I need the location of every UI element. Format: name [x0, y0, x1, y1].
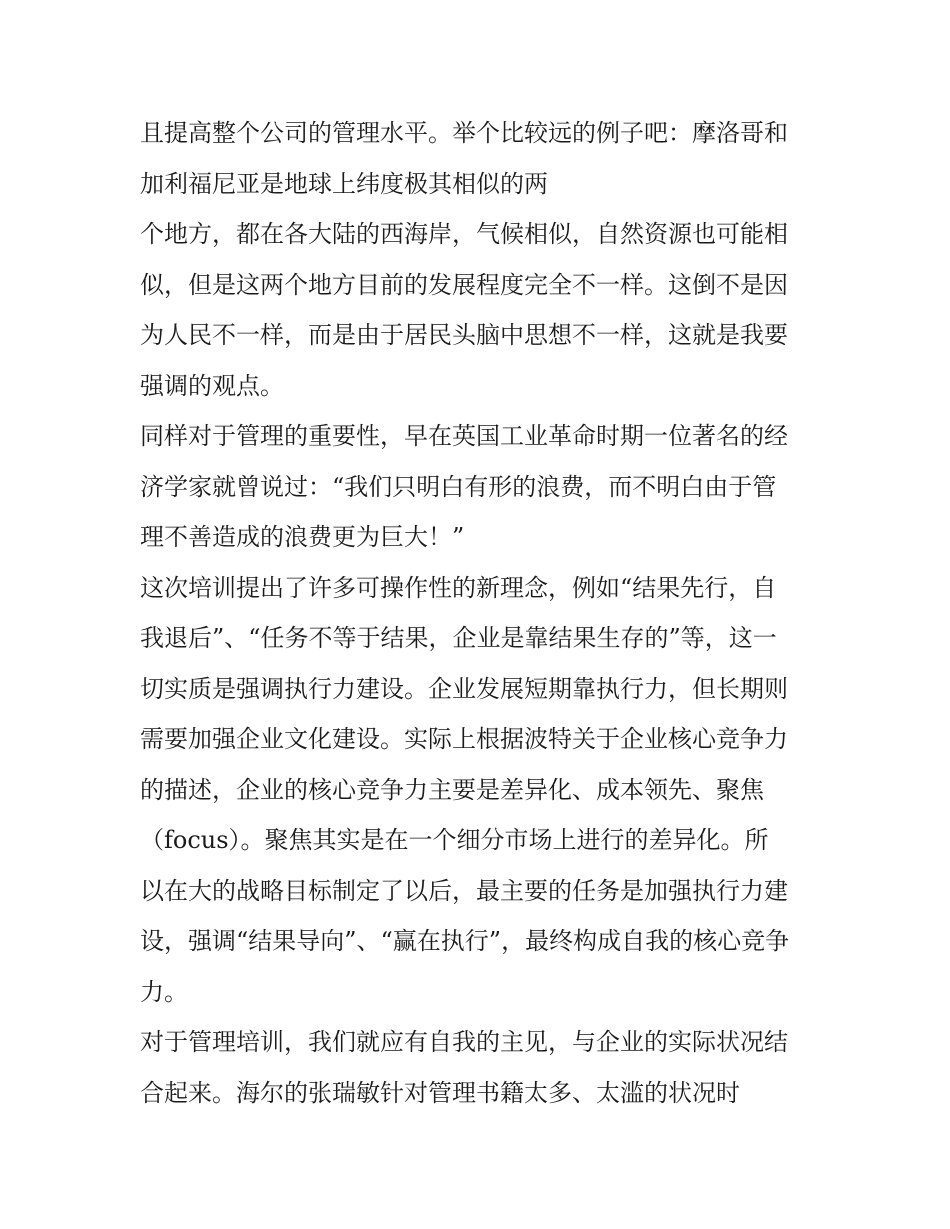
- text-line: 为人民不一样，而是由于居民头脑中思想不一样，这就是我要: [140, 321, 788, 349]
- text-line: 力。: [140, 977, 188, 1006]
- text-line: 且提高整个公司的管理水平。举个比较远的例子吧：摩洛哥和: [140, 119, 788, 147]
- text-line: 需要加强企业文化建设。实际上根据波特关于企业核心竞争力: [140, 725, 788, 753]
- text-line: 济学家就曾说过：“我们只明白有形的浪费，而不明白由于管: [140, 472, 777, 501]
- text-line: 同样对于管理的重要性，早在英国工业革命时期一位著名的经: [140, 422, 788, 450]
- text-line: 以在大的战略目标制定了以后，最主要的任务是加强执行力建: [140, 876, 788, 905]
- text-line: 加利福尼亚是地球上纬度极其相似的两: [140, 169, 548, 198]
- text-line: 似，但是这两个地方目前的发展程度完全不一样。这倒不是因: [140, 270, 788, 299]
- document-body: [140, 108, 820, 1118]
- text-line: 设，强调“结果导向”、“赢在执行”，最终构成自我的核心竞争: [140, 927, 790, 955]
- text-line: 的描述，企业的核心竞争力主要是差异化、成本领先、聚焦: [140, 775, 764, 804]
- text-line: 我退后”、“任务不等于结果，企业是靠结果生存的”等，这一: [140, 624, 777, 652]
- text-line: （focus）。聚焦其实是在一个细分市场上进行的差异化。所: [140, 826, 769, 854]
- text-line: 个地方，都在各大陆的西海岸，气候相似，自然资源也可能相: [140, 220, 788, 248]
- text-line: 切实质是强调执行力建设。企业发展短期靠执行力，但长期则: [140, 674, 788, 703]
- text-line: 对于管理培训，我们就应有自我的主见，与企业的实际状况结: [140, 1028, 788, 1056]
- text-line: 强调的观点。: [140, 371, 284, 400]
- text-line: 理不善造成的浪费更为巨大！”: [140, 523, 465, 551]
- text-line: 合起来。海尔的张瑞敏针对管理书籍太多、太滥的状况时: [140, 1078, 740, 1107]
- text-line: 这次培训提出了许多可操作性的新理念，例如“结果先行，自: [140, 573, 777, 602]
